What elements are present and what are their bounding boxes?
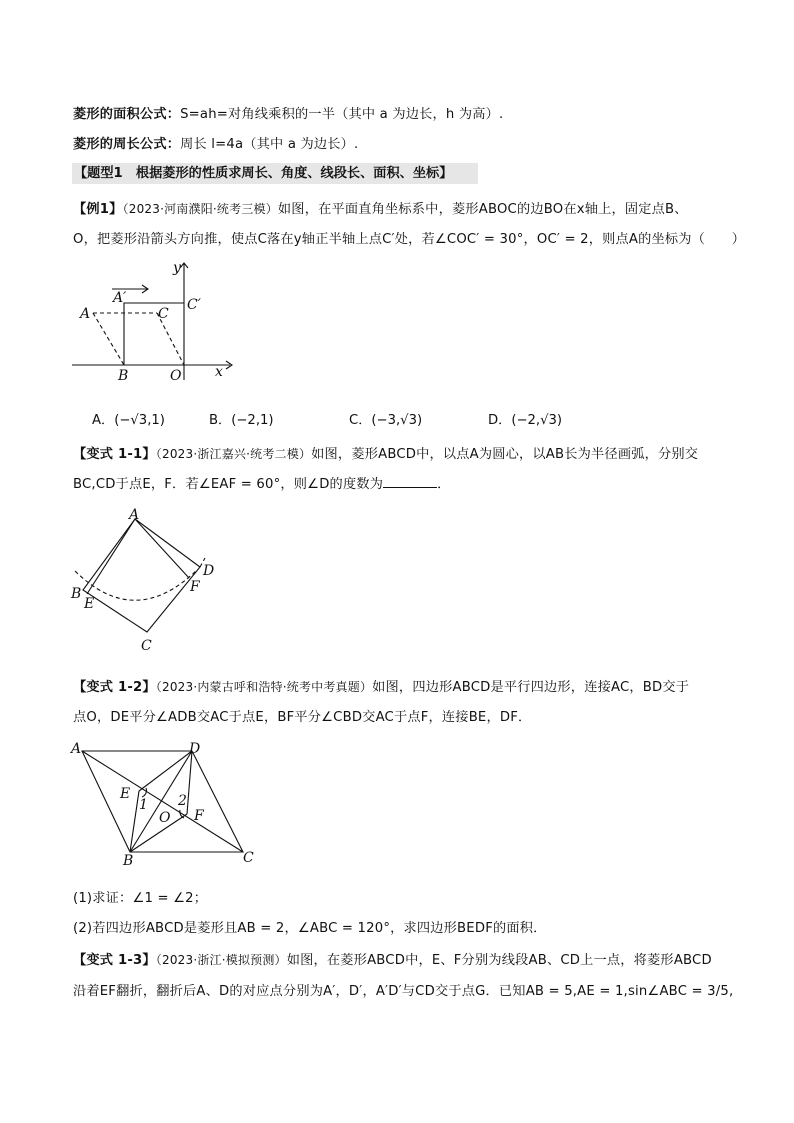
option-b[interactable]: B．(−2,1) — [209, 413, 274, 428]
variant11-tag: 【变式 1-1】 — [73, 447, 156, 462]
label-d: D — [189, 741, 201, 757]
variant12-source: （2023·内蒙古呼和浩特·统考中考真题） — [155, 680, 373, 694]
label-y: y — [173, 260, 181, 276]
segment-be — [130, 791, 139, 852]
example1-figure — [60, 255, 250, 395]
variant13-line1 — [73, 949, 712, 968]
variant12-q2: (2)若四边形ABCD是菱形且AB = 2，∠ABC = 120°，求四边形BEDF的面积． — [73, 921, 547, 936]
segment-de — [139, 751, 192, 791]
label-angle-2: 2 — [178, 793, 187, 809]
example1-tag: 【例1】 — [73, 202, 123, 217]
formula-area-text: S=ah=对角线乘积的一半（其中 a 为边长，h 为高）. — [180, 107, 504, 122]
formula-area — [73, 103, 503, 122]
section-title: 【题型1 根据菱形的性质求周长、角度、线段长、面积、坐标】 — [72, 163, 478, 184]
label-c-prime: C′ — [187, 297, 201, 313]
example1-text1: 如图，在平面直角坐标系中，菱形ABOC的边BO在x轴上，固定点B、 — [277, 202, 688, 217]
formula-perimeter — [73, 133, 358, 152]
rhombus-original-left — [93, 313, 124, 365]
formula-perimeter-text: 周长 l=4a（其中 a 为边长）. — [180, 137, 359, 152]
example1-line1 — [73, 198, 688, 217]
option-c[interactable]: C．(−3,√3) — [349, 413, 423, 428]
formula-area-label: 菱形的面积公式： — [73, 107, 181, 122]
label-f: F — [194, 808, 204, 824]
segment-af — [135, 519, 189, 578]
answer-blank[interactable] — [383, 475, 437, 488]
label-o: O — [170, 368, 182, 384]
option-a[interactable]: A．(−√3,1) — [92, 413, 165, 428]
label-c: C — [141, 638, 152, 654]
variant11-text2-end: ． — [437, 477, 451, 492]
label-e: E — [84, 596, 95, 612]
label-b: B — [118, 368, 129, 384]
label-angle-1: 1 — [139, 797, 148, 813]
rhombus-pushed — [124, 303, 184, 365]
label-c: C — [158, 306, 169, 322]
label-d: D — [203, 563, 215, 579]
label-a: A — [129, 507, 140, 523]
label-a: A — [80, 306, 91, 322]
variant13-source: （2023·浙江·模拟预测） — [155, 953, 287, 967]
variant11-text2: BC,CD于点E，F．若∠EAF = 60°，则∠D的度数为 — [73, 477, 384, 492]
variant12-text1: 如图，四边形ABCD是平行四边形，连接AC，BD交于 — [372, 680, 690, 695]
variant13-tag: 【变式 1-3】 — [73, 953, 156, 968]
variant11-text1: 如图，菱形ABCD中，以点A为圆心，以AB长为半径画弧，分别交 — [311, 447, 699, 462]
segment-ae — [87, 519, 135, 594]
formula-perimeter-label: 菱形的周长公式： — [73, 137, 181, 152]
variant11-line2 — [73, 473, 451, 492]
label-b: B — [71, 586, 82, 602]
variant12-tag: 【变式 1-2】 — [73, 680, 156, 695]
option-d[interactable]: D．(−2,√3) — [488, 413, 563, 428]
label-f: F — [190, 579, 200, 595]
variant13-text1: 如图，在菱形ABCD中，E、F分别为线段AB、CD上一点，将菱形ABCD — [286, 953, 712, 968]
variant11-figure — [65, 505, 225, 655]
example1-line2: O，把菱形沿箭头方向推，使点C落在y轴正半轴上点C′处，若∠COC′ = 30°，OC′ = 2，则点A的坐标为（ ） — [73, 232, 746, 247]
variant12-line1 — [73, 676, 689, 695]
variant12-q1: (1)求证：∠1 = ∠2； — [73, 891, 208, 906]
label-x: x — [215, 364, 223, 380]
label-c: C — [243, 850, 254, 866]
variant11-source: （2023·浙江嘉兴·统考二模） — [155, 447, 312, 461]
variant12-line2: 点O，DE平分∠ADB交AC于点E，BF平分∠CBD交AC于点F，连接BE，DF． — [73, 710, 532, 725]
rhombus-abcd — [83, 519, 200, 632]
example1-source: （2023·河南濮阳·统考三模） — [122, 202, 278, 216]
label-a-prime: A′ — [113, 290, 127, 306]
label-a: A — [71, 741, 82, 757]
label-b: B — [123, 853, 134, 869]
variant13-line2: 沿着EF翻折，翻折后A、D的对应点分别为A′，D′，A′D′与CD交于点G．已知AB = 5,AE = 1,sin∠ABC = 3/5, — [73, 984, 734, 999]
variant11-line1 — [73, 443, 698, 462]
label-e: E — [120, 786, 131, 802]
variant12-figure — [65, 738, 275, 868]
segment-df — [187, 751, 192, 814]
label-o: O — [159, 810, 171, 826]
